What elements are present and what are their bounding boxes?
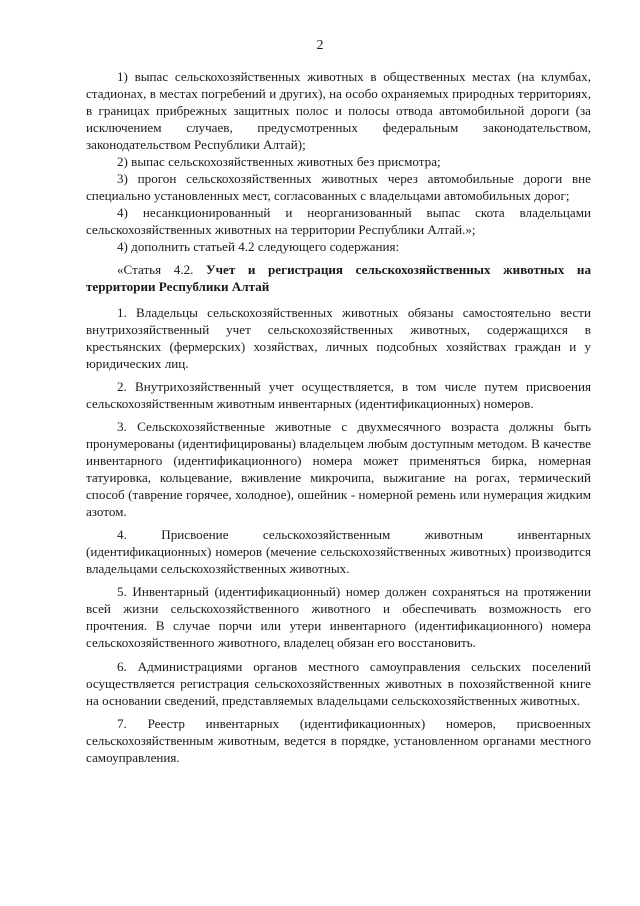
page-number: 2	[316, 38, 324, 53]
list-item-4: 4) несанкционированный и неорганизованный выпас скота владельцами сельскохозяйственных животных на территории Республики Алтай.»;	[86, 205, 591, 238]
article-title: Учет и регистрация сельскохозяйственных животных на территории Республики Алтай	[86, 261, 591, 294]
list-item-3: 3) прогон сельскохозяйственных животных через автомобильные дороги вне специально установленных мест, согласованных с владельцами автомобильных дорог;	[86, 171, 591, 204]
paragraph-6: 6. Администрациями органов местного самоуправления сельских поселений осуществляется регистрация сельскохозяйственных животных в похозяйственной книге на основании сведений, представляемых владельцами сельскохозяйственных животных.	[86, 658, 591, 708]
list-item-2: 2) выпас сельскохозяйственных животных без присмотра;	[117, 154, 441, 170]
paragraph-4: 4. Присвоение сельскохозяйственным животным инвентарных (идентификационных) номеров (мечение сельскохозяйственных животных) производится владельцами сельскохозяйственных животных.	[86, 527, 591, 577]
amendment-instruction: 4) дополнить статьей 4.2 следующего содержания:	[117, 239, 400, 255]
document-body	[86, 68, 591, 766]
paragraph-1: 1. Владельцы сельскохозяйственных животных обязаны самостоятельно вести внутрихозяйственный учет сельскохозяйственных животных, содержащихся в крестьянских (фермерских) хозяйствах, личных подсобных хозяйствах граждан и у юридических лиц.	[86, 304, 591, 371]
paragraph-3: 3. Сельскохозяйственные животные с двухмесячного возраста должны быть пронумерованы (идентифицированы) владельцем любым доступным методом. В качестве инвентарного (идентификационного) номера может применяться бирка, номерная татуировка, кольцевание, вживление микрочипа, выжигание на рогах, термический способ (таврение горячее, холодное), ошейник - номерной ремень или нумерация жидким азотом.	[86, 418, 591, 520]
article-prefix: «Статья 4.2.	[117, 261, 207, 277]
article-heading	[86, 261, 591, 295]
paragraph-2: 2. Внутрихозяйственный учет осуществляется, в том числе путем присвоения сельскохозяйственным животным инвентарных (идентификационных) номеров.	[86, 378, 591, 411]
list-item-1: 1) выпас сельскохозяйственных животных в общественных местах (на клумбах, стадионах, в местах погребений и других), на особо охраняемых природных территориях, в границах прибрежных защитных полос и полосы отвода автомобильной дороги (за исключением случаев, предусмотренных федеральным законодательством, законодательством Республики Алтай);	[86, 69, 591, 153]
paragraph-7: 7. Реестр инвентарных (идентификационных) номеров, присвоенных сельскохозяйственным животным, ведется в порядке, установленном органами местного самоуправления.	[86, 715, 591, 765]
paragraph-5: 5. Инвентарный (идентификационный) номер должен сохраняться на протяжении всей жизни сельскохозяйственного животного и обеспечивать возможность его прочтения. В случае порчи или утери инвентарного (идентификационного) номера сельскохозяйственного животного, владелец обязан его восстановить.	[86, 584, 591, 651]
